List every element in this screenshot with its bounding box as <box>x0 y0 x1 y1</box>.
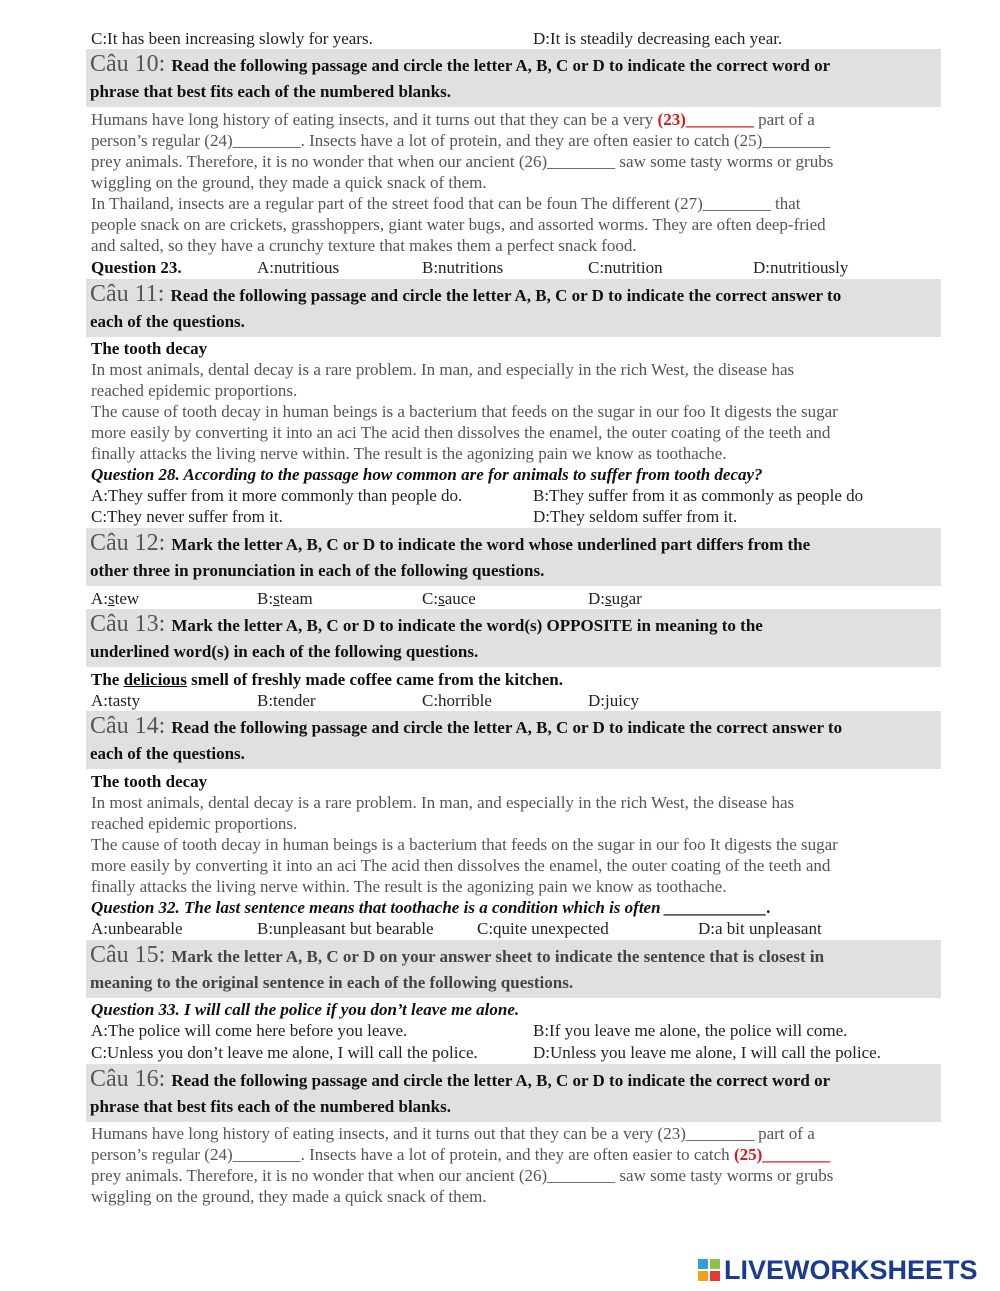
option-b[interactable]: B:nutritions <box>422 258 504 277</box>
passage-line: and salted, so they have a crunchy texture that makes them a perfect snack food. <box>91 236 637 255</box>
question-text: Question 28. According to the passage how common are for animals to suffer from tooth decay? <box>91 465 763 484</box>
instruction-line-1: Read the following passage and circle the letter A, B, C or D to indicate the correct word or <box>171 1071 831 1090</box>
section-label: Câu 10: <box>90 51 166 77</box>
section-header-cau-12 <box>86 528 941 586</box>
instruction-line-2: underlined word(s) in each of the following questions. <box>90 642 479 661</box>
option-c[interactable]: C:Unless you don’t leave me alone, I will call the police. <box>91 1043 478 1062</box>
instruction-line-2: meaning to the original sentence in each of the following questions. <box>90 973 574 992</box>
passage-line: more easily by converting it into an aci The acid then dissolves the enamel, the outer coating of the teeth and <box>91 423 831 442</box>
option-b[interactable]: B:steam <box>257 589 313 608</box>
instruction-line-2: phrase that best fits each of the numbered blanks. <box>90 1097 451 1116</box>
option-d[interactable]: D:juicy <box>588 691 639 710</box>
option-a[interactable]: A:tasty <box>91 691 141 710</box>
passage-line: The cause of tooth decay in human beings is a bacterium that feeds on the sugar in our foo It digests the sugar <box>91 402 838 421</box>
section-label: Câu 12: <box>90 530 166 556</box>
option-a[interactable]: A:stew <box>91 589 140 608</box>
option-d[interactable]: D:nutritiously <box>753 258 849 277</box>
section-label: Câu 13: <box>90 611 166 637</box>
passage-line: prey animals. Therefore, it is no wonder that when our ancient (26)________ saw some tasty worms or grubs <box>91 152 834 171</box>
underlined-word: delicious <box>123 670 187 689</box>
section-label: Câu 15: <box>90 942 166 968</box>
option-b[interactable]: B:tender <box>257 691 316 710</box>
instruction-line-2: each of the questions. <box>90 744 245 763</box>
passage-line: finally attacks the living nerve within. The result is the agonizing pain we know as toothache. <box>91 877 727 896</box>
section-header-cau-15 <box>86 940 941 998</box>
passage-line: reached epidemic proportions. <box>91 381 298 400</box>
passage-line: person’s regular (24)________. Insects have a lot of protein, and they are often easier to catch (25)________ <box>91 1145 831 1164</box>
instruction-line-2: each of the questions. <box>90 312 245 331</box>
option-d[interactable]: D:a bit unpleasant <box>698 919 822 938</box>
question-text: Question 33. I will call the police if you don’t leave me alone. <box>91 1000 520 1019</box>
passage-line: wiggling on the ground, they made a quick snack of them. <box>91 173 487 192</box>
liveworksheets-icon <box>698 1259 720 1281</box>
option-d[interactable]: D:They seldom suffer from it. <box>533 507 738 526</box>
question-sentence: The delicious smell of freshly made coffee came from the kitchen. <box>91 670 563 689</box>
logo-text: LIVEWORKSHEETS <box>724 1255 978 1285</box>
instruction-line-1: Read the following passage and circle the letter A, B, C or D to indicate the correct answer to <box>171 718 843 737</box>
passage-line: wiggling on the ground, they made a quick snack of them. <box>91 1187 487 1206</box>
passage-line: prey animals. Therefore, it is no wonder that when our ancient (26)________ saw some tasty worms or grubs <box>91 1166 834 1185</box>
instruction-line-2: phrase that best fits each of the numbered blanks. <box>90 82 451 101</box>
passage-title: The tooth decay <box>91 772 208 791</box>
section-header-cau-11 <box>86 279 941 337</box>
passage-line: Humans have long history of eating insects, and it turns out that they can be a very (23)________ part of a <box>91 1124 815 1143</box>
section-label: Câu 16: <box>90 1066 166 1092</box>
option-a[interactable]: A:The police will come here before you leave. <box>91 1021 408 1040</box>
passage-line: In most animals, dental decay is a rare problem. In man, and especially in the rich West, the disease has <box>91 793 795 812</box>
option-a[interactable]: A:nutritious <box>257 258 340 277</box>
option-d[interactable]: D:sugar <box>588 589 642 608</box>
option-a[interactable]: A:They suffer from it more commonly than people do. <box>91 486 463 505</box>
question-label: Question 23. <box>91 258 182 277</box>
option-d[interactable]: D:It is steadily decreasing each year. <box>533 29 783 48</box>
question-text: Question 32. The last sentence means that toothache is a condition which is often ____________. <box>91 898 772 917</box>
passage-line: reached epidemic proportions. <box>91 814 298 833</box>
section-label: Câu 11: <box>90 281 165 307</box>
option-b[interactable]: B:If you leave me alone, the police will come. <box>533 1021 848 1040</box>
option-c[interactable]: C:They never suffer from it. <box>91 507 283 526</box>
option-c[interactable]: C:It has been increasing slowly for years. <box>91 29 373 48</box>
option-a[interactable]: A:unbearable <box>91 919 183 938</box>
instruction-line-1: Mark the letter A, B, C or D on your answer sheet to indicate the sentence that is closest in <box>171 947 825 966</box>
section-label: Câu 14: <box>90 713 166 739</box>
option-c[interactable]: C:sauce <box>422 589 476 608</box>
passage-line: The cause of tooth decay in human beings is a bacterium that feeds on the sugar in our foo It digests the sugar <box>91 835 838 854</box>
option-c[interactable]: C:horrible <box>422 691 492 710</box>
section-header-cau-16 <box>86 1064 941 1122</box>
passage-line: more easily by converting it into an aci The acid then dissolves the enamel, the outer coating of the teeth and <box>91 856 831 875</box>
passage-title: The tooth decay <box>91 339 208 358</box>
option-d[interactable]: D:Unless you leave me alone, I will call the police. <box>533 1043 881 1062</box>
passage-line: people snack on are crickets, grasshoppers, giant water bugs, and assorted worms. They are often deep-fried <box>91 215 826 234</box>
instruction-line-1: Mark the letter A, B, C or D to indicate the word whose underlined part differs from the <box>171 535 811 554</box>
highlighted-blank: (23)________ <box>657 110 754 129</box>
instruction-line-2: other three in pronunciation in each of the following questions. <box>90 561 545 580</box>
highlighted-blank: (25)________ <box>733 1145 831 1164</box>
passage-line: Humans have long history of eating insects, and it turns out that they can be a very (23)________ part of a <box>91 110 815 129</box>
option-b[interactable]: B:unpleasant but bearable <box>257 919 434 938</box>
option-c[interactable]: C:quite unexpected <box>477 919 609 938</box>
liveworksheets-logo[interactable] <box>696 1253 996 1287</box>
passage-line: finally attacks the living nerve within. The result is the agonizing pain we know as toothache. <box>91 444 727 463</box>
passage-line: In Thailand, insects are a regular part of the street food that can be foun The different (27)________ that <box>91 194 801 213</box>
instruction-line-1: Read the following passage and circle the letter A, B, C or D to indicate the correct answer to <box>170 286 842 305</box>
passage-line: person’s regular (24)________. Insects have a lot of protein, and they are often easier to catch (25)________ <box>91 131 831 150</box>
option-c[interactable]: C:nutrition <box>588 258 663 277</box>
section-header-cau-13 <box>86 609 941 667</box>
option-b[interactable]: B:They suffer from it as commonly as people do <box>533 486 864 505</box>
passage-line: In most animals, dental decay is a rare problem. In man, and especially in the rich West, the disease has <box>91 360 795 379</box>
section-header-cau-10 <box>86 49 941 107</box>
instruction-line-1: Read the following passage and circle the letter A, B, C or D to indicate the correct word or <box>171 56 831 75</box>
section-header-cau-14 <box>86 711 941 769</box>
instruction-line-1: Mark the letter A, B, C or D to indicate the word(s) OPPOSITE in meaning to the <box>171 616 763 635</box>
